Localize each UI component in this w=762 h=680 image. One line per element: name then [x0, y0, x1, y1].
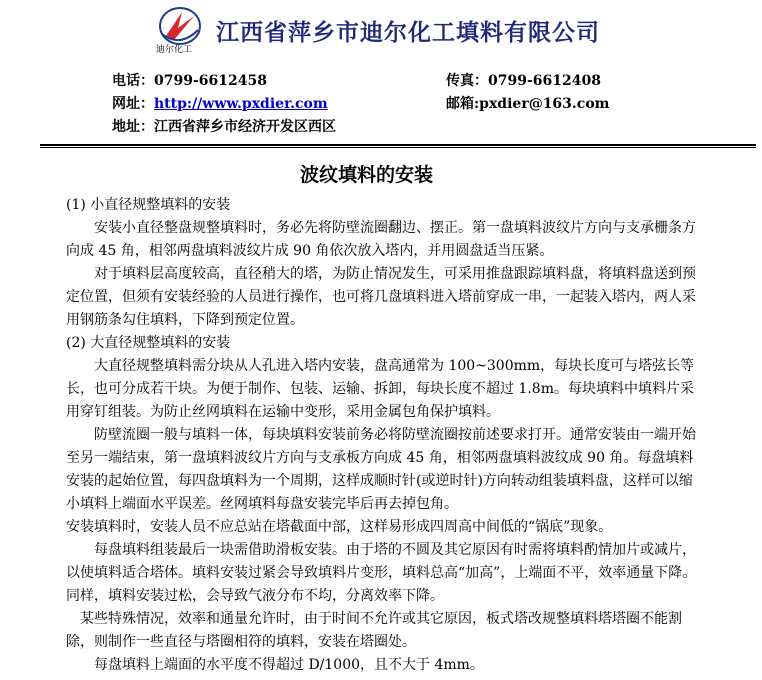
fax-label: 传真：	[446, 73, 488, 89]
website-row	[112, 93, 328, 113]
email-label: 邮箱	[446, 96, 474, 112]
paragraph: 防壁流圈一般与填料一体，每块填料安装前务必将防壁流圈按前述要求打开。通常安装由一端开始至另一端结束，第一盘填料波纹片方向与支承板方向成 45 角，相邻两盘填料波纹成 90 角。每盘填料安装的起始位置，每四盘填料为一个周期，这样成顺时针(或逆时针)方向转动组装填料盘，这样可以缩小填料上端面水平误差。丝网填料每盘安装完毕后再去掉包角。	[66, 427, 696, 512]
email-address: :pxdier@163.com	[474, 96, 610, 112]
section-heading-1: (1) 小直径规整填料的安装	[66, 197, 231, 213]
website-link[interactable]: http://www.pxdier.com	[154, 96, 328, 112]
paragraph: 安装小直径整盘规整填料时，务必先将防壁流圈翻边、摆正。第一盘填料波纹片方向与支承栅条方向成 45 角，相邻两盘填料波纹片成 90 角依次放入塔内，并用圆盘适当压紧。	[66, 220, 696, 259]
header-divider	[40, 144, 756, 146]
logo-caption: 迪尔化工	[156, 45, 193, 55]
document-title: 波纹填料的安装	[300, 164, 434, 186]
paragraph: 每盘填料组装最后一块需借助滑板安装。由于塔的不圆及其它原因有时需将填料酌情加片或减片，以使填料适合塔体。填料安装过紧会导致填料片变形，填料总高“加高”，上端面不平，效率通量下降。同样，填料安装过松，会导致气液分布不均，分离效率下降。	[66, 542, 697, 604]
email-row	[446, 93, 609, 113]
fax-row	[446, 70, 601, 90]
header-divider-thin	[40, 147, 756, 148]
paragraph: 每盘填料上端面的水平度不得超过 D/1000，且不大于 4mm。	[94, 657, 484, 673]
website-label: 网址：	[112, 96, 154, 112]
company-name: 江西省萍乡市迪尔化工填料有限公司	[216, 19, 600, 46]
section-heading-2: (2) 大直径规整填料的安装	[66, 335, 231, 351]
paragraph: 大直径规整填料需分块从人孔进入塔内安装，盘高通常为 100~300mm，每块长度可与塔弦长等长，也可分成若干块。为便于制作、包装、运输、拆卸，每块长度不超过 1.8m。每块填料中填料片采用穿钉组装。为防止丝网填料在运输中变形，采用金属包角保护填料。	[66, 358, 695, 420]
paragraph: 对于填料层高度较高，直径稍大的塔，为防止情况发生，可采用推盘跟踪填料盘，将填料盘送到预定位置，但须有安装经验的人员进行操作，也可将几盘填料进入塔前穿成一串，一起装入塔内，两人采用钢筋条勾住填料，下降到预定位置。	[66, 266, 696, 328]
address-label: 地址：	[112, 119, 154, 135]
phone-row	[112, 70, 267, 90]
paragraph: 某些特殊情况，效率和通量允许时，由于时间不允许或其它原因，板式塔改规整填料塔塔圈不能割除，则制作一些直径与塔圈相符的填料，安装在塔圈处。	[66, 611, 682, 650]
document-body	[66, 194, 698, 677]
address-row	[112, 116, 336, 136]
address-text: 江西省萍乡市经济开发区西区	[154, 119, 336, 135]
fax-number: 0799-6612408	[488, 73, 601, 89]
phone-label: 电话：	[112, 73, 154, 89]
paragraph: 安装填料时，安装人员不应总站在塔截面中部，这样易形成四周高中间低的“锅底”现象。	[66, 519, 613, 535]
phone-number: 0799-6612458	[154, 73, 267, 89]
